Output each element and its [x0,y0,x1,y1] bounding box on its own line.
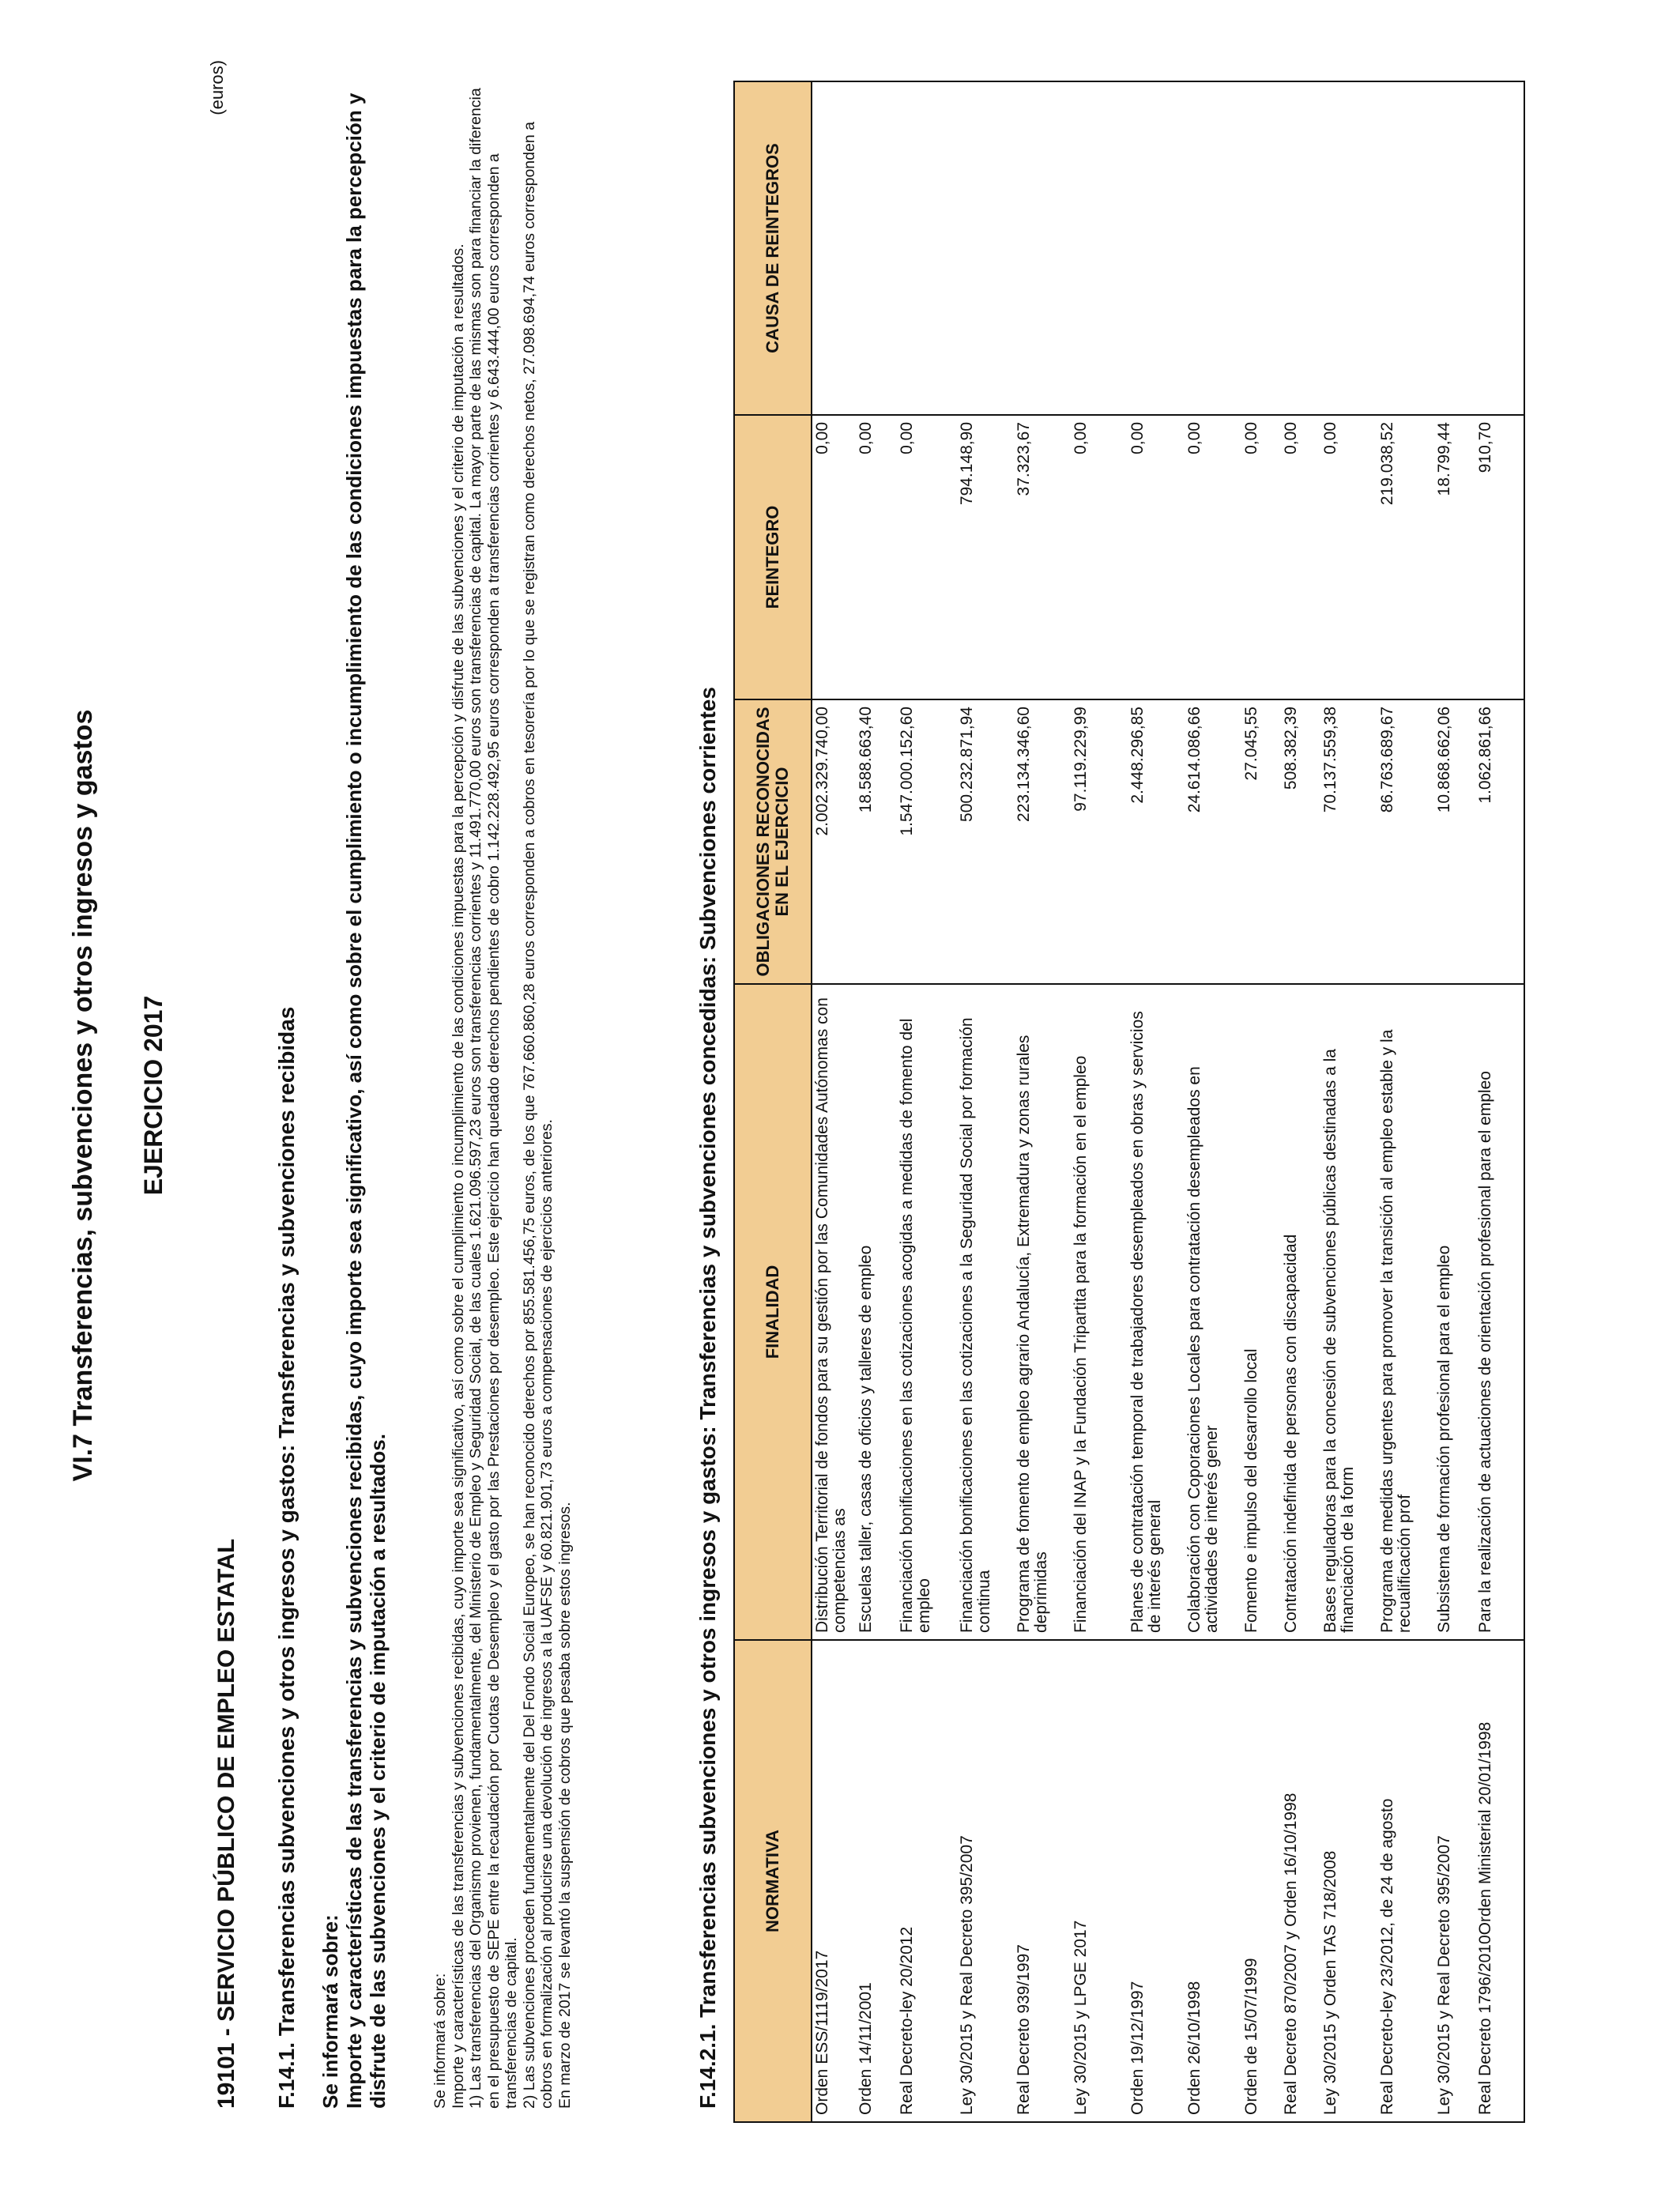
cell-causa [856,81,897,415]
table-row [1377,81,1434,2122]
cell-causa [897,81,957,415]
cell-causa [1128,81,1185,415]
cell-normativa: Ley 30/2015 y Orden TAS 718/2008 [1320,1640,1377,2122]
cell-obligaciones: 508.382,39 [1281,699,1320,984]
cell-finalidad: Para la realización de actuaciones de orientación profesional para el empleo [1475,984,1524,1640]
subvenciones-table [733,81,1525,2123]
cell-obligaciones: 86.763.689,67 [1377,699,1434,984]
section-recibidas-heading: F.14.1. Transferencias subvenciones y otros ingresos y gastos: Transferencias y subvenciones recibidas [274,1006,299,2109]
cell-causa [1320,81,1377,415]
cell-reintegro: 910,70 [1475,415,1524,699]
cell-finalidad: Financiación bonificaciones en las cotizaciones acogidas a medidas de fomento del empleo [897,984,957,1640]
header-finalidad: FINALIDAD [734,984,812,1640]
cell-reintegro: 0,00 [856,415,897,699]
table-header-row [734,81,812,2122]
cell-normativa: Ley 30/2015 y Real Decreto 395/2007 [957,1640,1014,2122]
cell-reintegro: 0,00 [1281,415,1320,699]
cell-obligaciones: 24.614.086,66 [1185,699,1241,984]
cell-causa [1185,81,1241,415]
table-row [1320,81,1377,2122]
cell-obligaciones: 1.062.861,66 [1475,699,1524,984]
cell-reintegro: 0,00 [812,415,856,699]
table-row [1434,81,1475,2122]
cell-reintegro: 37.323,67 [1014,415,1071,699]
informara-label: Se informará sobre: [318,1914,342,2109]
cell-normativa: Ley 30/2015 y Real Decreto 395/2007 [1434,1640,1475,2122]
cell-finalidad: Distribución Territorial de fondos para su gestión por las Comunidades Autónomas con competencias as [812,984,856,1640]
cell-reintegro: 219.038,52 [1377,415,1434,699]
body-paragraph: 2) Las subvenciones proceden fundamentalmente del Del Fondo Social Europeo, se han reconocido derechos por 855.581.456,75 euros, de los que 767.660.860,28 euros corresponden a cobros en tesorería por lo que se registran como derechos netos, 27.098.694,74 euros corresponden a cobros en formalización al producirse una devolución de ingresos a la UAFSE y 60.821.901,73 euros a compensaciones de ejercicios anteriores. [520,122,556,2109]
cell-finalidad: Financiación del INAP y la Fundación Tripartita para la formación en el empleo [1071,984,1128,1640]
cell-obligaciones: 97.119.229,99 [1071,699,1128,984]
table-row [856,81,897,2122]
cell-normativa: Real Decreto-ley 23/2012, de 24 de agosto [1377,1640,1434,2122]
cell-finalidad: Subsistema de formación profesional para el empleo [1434,984,1475,1640]
informara-text: Importe y características de las transferencias y subvenciones recibidas, cuyo importe sea significativo, así como sobre el cumplimiento o incumplimiento de las condiciones impuestas para la percepción y disfrute de las subvenciones y el criterio de imputación a resultados. [342,92,390,2109]
body-paragraph: 1) Las transferencias del Organismo provienen, fundamentalmente, del Ministerio de Empleo y Seguridad Social, de las cuales 1.621.096.597,23 euros son transferencias corrientes y 11.491.770,00 euros son transferencias de capital. La mayor parte de las mismas son para financiar la diferencia en el presupuesto de SEPE entre la recaudación por Cuotas de Desempleo y el gasto por las Prestaciones por desempleo. Este ejercicio han quedado derechos pendientes de cobro 1.142.228.492,95 euros corresponden a transferencias corrientes y 6.643.444,00 euros corresponden a transferencias de capital. [467,88,520,2109]
header-reintegro: REINTEGRO [734,415,812,699]
header-normativa: NORMATIVA [734,1640,812,2122]
cell-causa [1281,81,1320,415]
table-row [1475,81,1524,2122]
cell-normativa: Real Decreto-ley 20/2012 [897,1640,957,2122]
cell-reintegro: 0,00 [1185,415,1241,699]
table-row [1185,81,1241,2122]
cell-normativa: Real Decreto 939/1997 [1014,1640,1071,2122]
cell-normativa: Orden 19/12/1997 [1128,1640,1185,2122]
header-causa: CAUSA DE REINTEGROS [734,81,812,415]
table-row [957,81,1014,2122]
cell-finalidad: Contratación indefinida de personas con discapacidad [1281,984,1320,1640]
cell-obligaciones: 70.137.559,38 [1320,699,1377,984]
cell-finalidad: Programa de fomento de empleo agrario Andalucía, Extremadura y zonas rurales deprimidas [1014,984,1071,1640]
cell-finalidad: Colaboración con Coporaciones Locales para contratación desempleados en actividades de interés gener [1185,984,1241,1640]
units-label: (euros) [207,60,227,115]
cell-obligaciones: 2.002.329.740,00 [812,699,856,984]
cell-normativa: Orden 14/11/2001 [856,1640,897,2122]
ejercicio-title: EJERCICIO 2017 [139,995,168,1196]
cell-finalidad: Escuelas taller, casas de oficios y talleres de empleo [856,984,897,1640]
informara-block [318,85,390,2109]
body-paragraph: En marzo de 2017 se levantó la suspensión de cobros que pesaba sobre estos ingresos. [556,1502,574,2109]
cell-reintegro: 18.799,44 [1434,415,1475,699]
cell-normativa: Real Decreto 870/2007 y Orden 16/10/1998 [1281,1640,1320,2122]
cell-causa [1434,81,1475,415]
cell-reintegro: 794.148,90 [957,415,1014,699]
cell-causa [1377,81,1434,415]
cell-obligaciones: 223.134.346,60 [1014,699,1071,984]
cell-causa [1071,81,1128,415]
cell-obligaciones: 27.045,55 [1241,699,1281,984]
table-row [1014,81,1071,2122]
table-row [1128,81,1185,2122]
cell-reintegro: 0,00 [1241,415,1281,699]
table-row [1241,81,1281,2122]
cell-reintegro: 0,00 [1071,415,1128,699]
cell-obligaciones: 2.448.296,85 [1128,699,1185,984]
cell-finalidad: Fomento e impulso del desarrollo local [1241,984,1281,1640]
table-body [812,81,1524,2122]
cell-normativa: Real Decreto 1796/2010Orden Ministerial 20/01/1998 [1475,1640,1524,2122]
table-row [1281,81,1320,2122]
page-content [0,60,1680,2123]
cell-finalidad: Bases reguladoras para la concesión de subvenciones públicas destinadas a la financiación de la form [1320,984,1377,1640]
cell-obligaciones: 10.868.662,06 [1434,699,1475,984]
recibidas-body [431,77,574,2109]
cell-finalidad: Programa de medidas urgentes para promover la transición al empleo estable y la recualificación prof [1377,984,1434,1640]
cell-causa [1241,81,1281,415]
organismo-heading: 19101 - SERVICIO PÚBLICO DE EMPLEO ESTATAL [213,1538,239,2109]
cell-causa [1475,81,1524,415]
cell-obligaciones: 18.588.663,40 [856,699,897,984]
cell-normativa: Orden de 15/07/1999 [1241,1640,1281,2122]
header-obligaciones: OBLIGACIONES RECONOCIDAS EN EL EJERCICIO [734,699,812,984]
table-row [897,81,957,2122]
cell-reintegro: 0,00 [1320,415,1377,699]
document-title: VI.7 Transferencias, subvenciones y otros ingresos y gastos [68,709,98,1482]
cell-obligaciones: 1.547.000.152,60 [897,699,957,984]
section-concedidas-heading: F.14.2.1. Transferencias subvenciones y otros ingresos y gastos: Transferencias y subvenciones concedidas: Subvenciones corrientes [695,687,720,2109]
cell-normativa: Ley 30/2015 y LPGE 2017 [1071,1640,1128,2122]
table-row [812,81,856,2122]
cell-obligaciones: 500.232.871,94 [957,699,1014,984]
cell-causa [1014,81,1071,415]
cell-reintegro: 0,00 [897,415,957,699]
cell-causa [957,81,1014,415]
body-paragraph: Se informará sobre: [431,1973,449,2109]
table-row [1071,81,1128,2122]
cell-finalidad: Financiación bonificaciones en las cotizaciones a la Seguridad Social por formación continua [957,984,1014,1640]
cell-normativa: Orden 26/10/1998 [1185,1640,1241,2122]
body-paragraph: Importe y características de las transferencias y subvenciones recibidas, cuyo importe sea significativo, así como sobre el cumplimiento o incumplimiento de las condiciones impuestas para la percepción y disfrute de las subvenciones y el criterio de imputación a resultados. [449,243,467,2109]
cell-finalidad: Planes de contratación temporal de trabajadores desempleados en obras y servicios de interés general [1128,984,1185,1640]
cell-normativa: Orden ESS/1119/2017 [812,1640,856,2122]
cell-reintegro: 0,00 [1128,415,1185,699]
cell-causa [812,81,856,415]
